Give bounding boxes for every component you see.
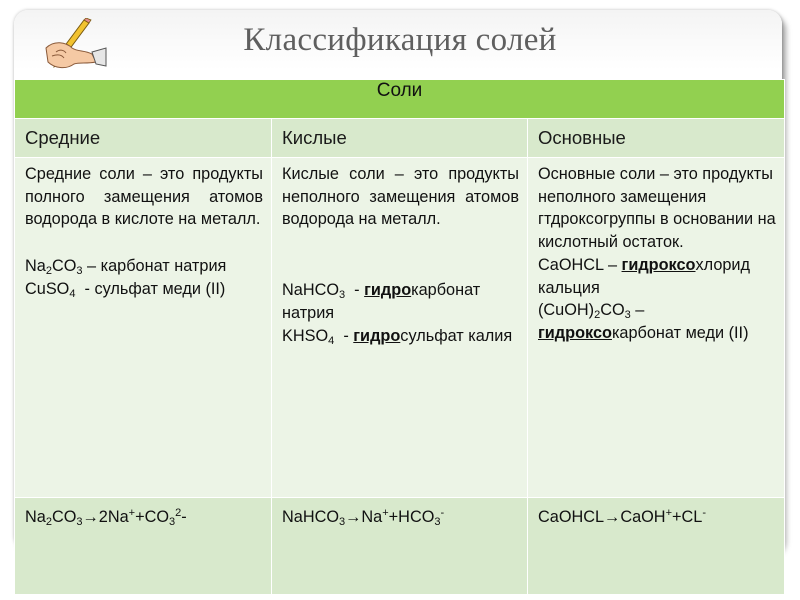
basic-definition: Основные соли – это продукты неполного замещения гтдроксогруппы в основании на кислотный остаток.	[538, 165, 776, 252]
acidic-example-2: $KHSO_4$ - гидросульфат калия	[282, 326, 513, 347]
column-header-medium: Средние	[15, 119, 272, 158]
medium-salts-cell	[15, 158, 272, 498]
acidic-example-1: NaHCO$_3$ - гидрокарбонат натрия	[282, 281, 481, 322]
acidic-dissociation-equation: $NaHCO_3\to Na^++HCO_3^-$	[272, 498, 528, 595]
salts-classification-table	[14, 79, 785, 595]
basic-salts-cell	[528, 158, 785, 498]
basic-example-2: $(CuOH)_2CO_3$ – гидроксокарбонат меди (II)	[538, 301, 749, 342]
basic-example-1: CaOHCL – гидроксохлорид кальция	[538, 255, 751, 297]
column-header-acidic: Кислые	[272, 119, 528, 158]
column-header-basic: Основные	[528, 119, 785, 158]
medium-dissociation-equation: $Na_2CO_3\to 2Na^++CO_3^2-$	[15, 498, 272, 595]
page-title: Классификация солей	[243, 22, 557, 58]
acidic-salts-cell	[272, 158, 528, 498]
acidic-definition: Кислые соли – это продукты неполного замещения атомов водорода на металл.	[282, 165, 519, 229]
basic-dissociation-equation: CaOHCL→CaOH++CL-	[528, 498, 785, 595]
table-header-salts: Соли	[15, 80, 785, 119]
medium-example-2: CuSO$_4$ - сульфат меди (II)	[25, 279, 226, 300]
medium-definition: Средние соли – это продукты полного замещения атомов водорода в кислоте на металл.	[25, 165, 263, 229]
medium-example-1: $Na_2CO_3$ – карбонат натрия	[25, 257, 227, 278]
